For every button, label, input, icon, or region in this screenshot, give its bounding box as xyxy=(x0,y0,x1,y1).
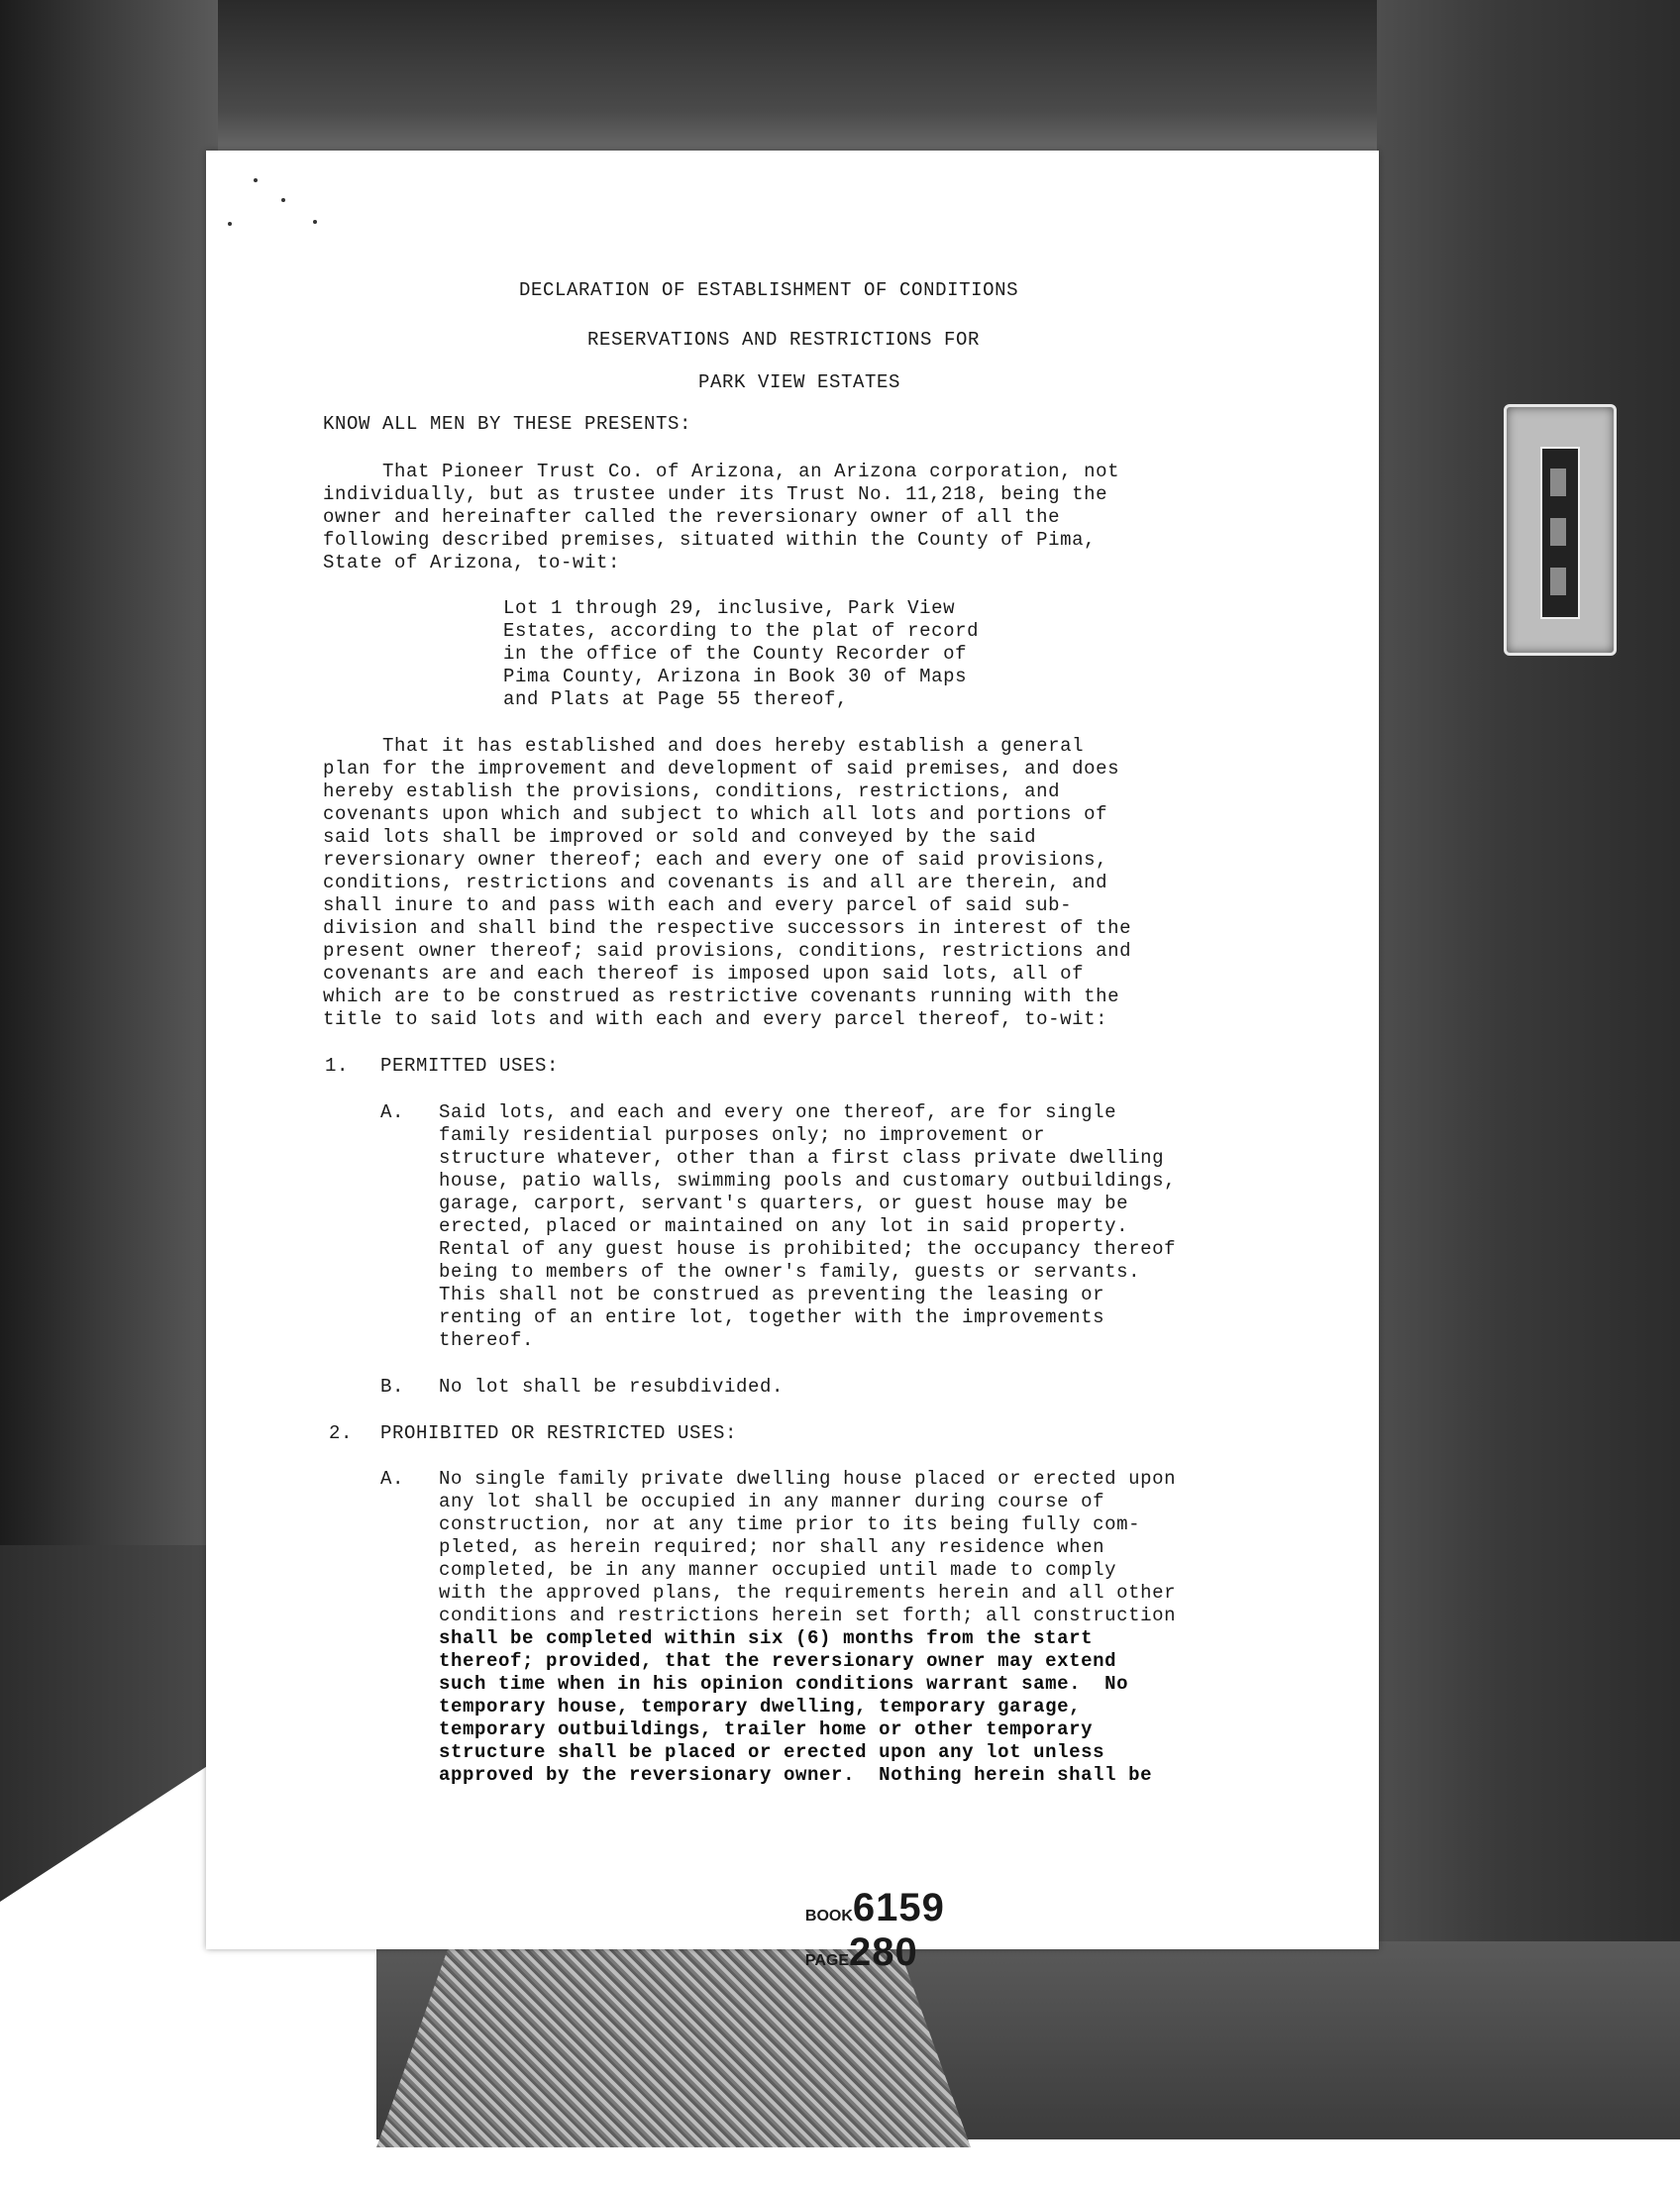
item-line: any lot shall be occupied in any manner during course of xyxy=(439,1491,1105,1512)
switch-mark xyxy=(1550,518,1566,546)
opening-clause: KNOW ALL MEN BY THESE PRESENTS: xyxy=(323,413,692,435)
item-line: No single family private dwelling house placed or erected upon xyxy=(439,1468,1177,1490)
item-line: Said lots, and each and every one thereof, are for single xyxy=(439,1101,1117,1123)
paragraph-line: present owner thereof; said provisions, conditions, restrictions and xyxy=(323,940,1132,962)
item-line: structure whatever, other than a first class private dwelling xyxy=(439,1147,1165,1169)
legal-description-line: Pima County, Arizona in Book 30 of Maps xyxy=(503,666,968,687)
item-line: such time when in his opinion conditions warrant same. No xyxy=(439,1673,1129,1695)
item-line: family residential purposes only; no improvement or xyxy=(439,1124,1046,1146)
paragraph-line: which are to be construed as restrictive covenants running with the xyxy=(323,986,1120,1007)
paragraph-line: said lots shall be improved or sold and conveyed by the said xyxy=(323,826,1037,848)
item-line: shall be completed within six (6) months from the start xyxy=(439,1627,1094,1649)
section-heading: PROHIBITED OR RESTRICTED USES: xyxy=(380,1422,738,1444)
document-title: DECLARATION OF ESTABLISHMENT OF CONDITIONS xyxy=(519,279,1019,301)
item-line: structure shall be placed or erected upon any lot unless xyxy=(439,1741,1105,1763)
paragraph-line: division and shall bind the respective successors in interest of the xyxy=(323,917,1132,939)
document-page xyxy=(206,151,1379,1949)
paragraph-line: That it has established and does hereby establish a general xyxy=(323,735,1085,757)
item-line: conditions and restrictions herein set forth; all construction xyxy=(439,1605,1177,1626)
page-label: PAGE xyxy=(804,1952,850,1969)
paragraph-line: plan for the improvement and development of said premises, and does xyxy=(323,758,1120,780)
document-subtitle: RESERVATIONS AND RESTRICTIONS FOR xyxy=(587,329,981,351)
item-letter: B. xyxy=(380,1376,405,1398)
scan-speck xyxy=(228,222,232,226)
paragraph-line: covenants are and each thereof is imposed upon said lots, all of xyxy=(323,963,1085,985)
paragraph-line: owner and hereinafter called the reversionary owner of all the xyxy=(323,506,1061,528)
paragraph-line: reversionary owner thereof; each and every one of said provisions, xyxy=(323,849,1108,871)
scan-speck xyxy=(313,220,317,224)
scan-speck xyxy=(281,198,285,202)
section-heading: PERMITTED USES: xyxy=(380,1055,560,1077)
item-line: approved by the reversionary owner. Nothing herein shall be xyxy=(439,1764,1153,1786)
switch-toggle xyxy=(1540,447,1580,619)
item-line: temporary house, temporary dwelling, temporary garage, xyxy=(439,1696,1082,1718)
item-line: thereof. xyxy=(439,1329,535,1351)
item-line: thereof; provided, that the reversionary owner may extend xyxy=(439,1650,1117,1672)
item-line: This shall not be construed as preventing the leasing or xyxy=(439,1284,1105,1305)
item-line: temporary outbuildings, trailer home or other temporary xyxy=(439,1718,1094,1740)
switch-mark xyxy=(1550,469,1566,496)
paragraph-line: individually, but as trustee under its Trust No. 11,218, being the xyxy=(323,483,1108,505)
item-line: Rental of any guest house is prohibited; the occupancy thereof xyxy=(439,1238,1177,1260)
item-line: renting of an entire lot, together with the improvements xyxy=(439,1306,1105,1328)
item-line: construction, nor at any time prior to its being fully com- xyxy=(439,1513,1141,1535)
legal-description-line: and Plats at Page 55 thereof, xyxy=(503,688,849,710)
item-line: completed, be in any manner occupied until made to comply xyxy=(439,1559,1117,1581)
paragraph-line: following described premises, situated within the County of Pima, xyxy=(323,529,1097,551)
scan-paper-edge xyxy=(0,1545,218,1902)
section-number: 2. xyxy=(329,1422,354,1444)
item-letter: A. xyxy=(380,1468,405,1490)
scan-debris xyxy=(376,1949,971,2147)
paragraph-line: hereby establish the provisions, conditions, restrictions, and xyxy=(323,781,1061,802)
legal-description-line: Lot 1 through 29, inclusive, Park View xyxy=(503,597,956,619)
recording-stamp xyxy=(796,1868,945,1975)
paragraph-line: conditions, restrictions and covenants is and all are therein, and xyxy=(323,872,1108,893)
book-number: 6159 xyxy=(852,1886,945,1929)
item-line: house, patio walls, swimming pools and customary outbuildings, xyxy=(439,1170,1177,1192)
section-number: 1. xyxy=(325,1055,350,1077)
paragraph-line: covenants upon which and subject to which all lots and portions of xyxy=(323,803,1108,825)
subdivision-name: PARK VIEW ESTATES xyxy=(698,371,901,393)
switch-mark xyxy=(1550,568,1566,595)
item-letter: A. xyxy=(380,1101,405,1123)
item-line: garage, carport, servant's quarters, or guest house may be xyxy=(439,1193,1129,1214)
item-line: pleted, as herein required; nor shall any residence when xyxy=(439,1536,1105,1558)
paragraph-line: That Pioneer Trust Co. of Arizona, an Arizona corporation, not xyxy=(323,461,1120,482)
scan-background-left xyxy=(0,0,218,1545)
page-number: 280 xyxy=(849,1930,918,1974)
scan-background-right xyxy=(1377,0,1680,2139)
scan-speck xyxy=(254,178,258,182)
item-line: with the approved plans, the requirements herein and all other xyxy=(439,1582,1177,1604)
item-line: No lot shall be resubdivided. xyxy=(439,1376,785,1398)
paragraph-line: State of Arizona, to-wit: xyxy=(323,552,621,573)
item-line: erected, placed or maintained on any lot in said property. xyxy=(439,1215,1129,1237)
paragraph-line: shall inure to and pass with each and every parcel of said sub- xyxy=(323,894,1073,916)
book-label: BOOK xyxy=(804,1908,853,1925)
legal-description-line: Estates, according to the plat of record xyxy=(503,620,980,642)
item-line: being to members of the owner's family, guests or servants. xyxy=(439,1261,1141,1283)
wall-switch-plate xyxy=(1504,404,1617,656)
legal-description-line: in the office of the County Recorder of xyxy=(503,643,968,665)
paragraph-line: title to said lots and with each and every parcel thereof, to-wit: xyxy=(323,1008,1108,1030)
